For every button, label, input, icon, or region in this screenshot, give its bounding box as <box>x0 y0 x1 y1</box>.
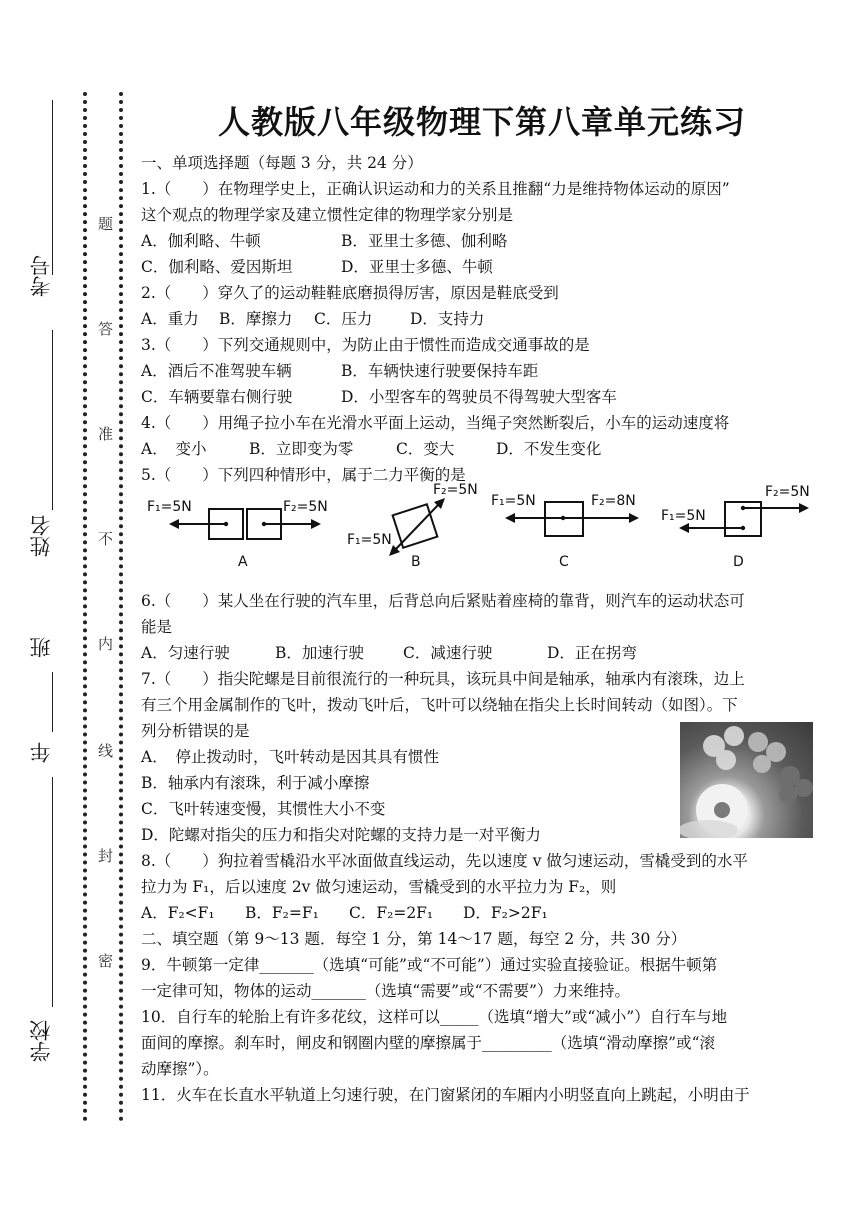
q4-option-b: B．立即变为零 <box>249 440 354 458</box>
q6-stem-line2: 能是 <box>141 618 173 636</box>
class-blank <box>52 672 53 732</box>
seal-char-7: 封 <box>98 847 114 865</box>
q6-option-d: D．正在拐弯 <box>547 644 637 662</box>
q7-option-c: C．飞叶转速变慢，其惯性大小不变 <box>141 800 386 818</box>
q1-stem-line1: 1.（ ）在物理学史上，正确认识运动和力的关系且推翻“力是维持物体运动的原因” <box>141 180 730 198</box>
diagram-b-f1: F₁=5N <box>347 532 392 548</box>
diagram-b-figure <box>347 490 497 560</box>
diagram-c <box>491 490 651 585</box>
section-heading-fill: 二、填空题（第 9～13 题．每空 1 分，第 14～17 题，每空 2 分，共 30 分） <box>141 930 687 948</box>
diagram-d-figure <box>661 490 821 560</box>
diagram-a-f1: F₁=5N <box>147 499 192 515</box>
q4-option-c: C．变大 <box>396 440 455 458</box>
fidget-spinner-photo <box>680 722 813 838</box>
q6-option-b: B．加速行驶 <box>275 644 364 662</box>
q4-stem: 4.（ ）用绳子拉小车在光滑水平面上运动，当绳子突然断裂后，小车的运动速度将 <box>141 414 730 432</box>
q8-stem-line1: 8.（ ）狗拉着雪橇沿水平冰面做直线运动，先以速度 v 做匀速运动，雪橇受到的水平 <box>141 852 748 870</box>
q9-line2: 一定律可知，物体的运动_______（选填“需要”或“不需要”）力来维持。 <box>141 982 630 1000</box>
q1-option-d: D．亚里士多德、牛顿 <box>341 258 493 276</box>
q4-options <box>141 436 823 462</box>
q1-option-c: C．伽利略、爱因斯坦 <box>141 258 293 276</box>
binding-margin <box>0 0 135 1214</box>
q7-stem-line2: 有三个用金属制作的飞叶，拨动飞叶后，飞叶可以绕轴在指尖上长时间转动（如图）。下 <box>141 696 738 714</box>
q3-option-b: B．车辆快速行驶要保持车距 <box>341 362 539 380</box>
seal-char-2: 答 <box>98 320 114 338</box>
q1-option-a: A．伽利略、牛顿 <box>141 232 261 250</box>
q6-option-a: A．匀速行驶 <box>141 644 230 662</box>
name-label: 姓名 <box>29 515 53 557</box>
q3-option-d: D．小型客车的驾驶员不得驾驶大型客车 <box>341 388 617 406</box>
q7-stem-line3: 列分析错误的是 <box>141 722 250 740</box>
name-blank <box>52 330 53 510</box>
section-heading-choice: 一、单项选择题（每题 3 分，共 24 分） <box>141 154 423 172</box>
q11-line1: 11．火车在长直水平轨道上匀速行驶，在门窗紧闭的车厢内小明竖直向上跳起，小明由于 <box>141 1086 750 1104</box>
q1-options-row1 <box>141 228 823 254</box>
q7-option-d: D．陀螺对指尖的压力和指尖对陀螺的支持力是一对平衡力 <box>141 826 541 844</box>
q5-force-diagrams <box>141 482 823 585</box>
q8-option-d: D．F₂>2F₁ <box>463 904 548 922</box>
q4-option-a: A． 变小 <box>141 440 207 458</box>
q2-option-d: D．支持力 <box>410 310 485 328</box>
q5-stem: 5.（ ）下列四种情形中，属于二力平衡的是 <box>141 466 466 484</box>
seal-char-8: 密 <box>98 952 114 970</box>
diagram-c-f1: F₁=5N <box>491 493 536 509</box>
q8-options <box>141 900 823 926</box>
seal-char-5: 内 <box>98 635 114 653</box>
seal-char-6: 线 <box>98 742 114 760</box>
diagram-b-f2: F₂=5N <box>433 482 478 498</box>
q10-line2: 面间的摩擦。刹车时，闸皮和钢圈内壁的摩擦属于_________（选填“滑动摩擦”或“滚 <box>141 1034 716 1052</box>
q7-stem-line1: 7.（ ）指尖陀螺是目前很流行的一种玩具，该玩具中间是轴承，轴承内有滚珠，边上 <box>141 670 745 688</box>
diagram-d <box>661 484 821 585</box>
q3-option-a: A．酒后不准驾驶车辆 <box>141 362 292 380</box>
q2-options <box>141 306 823 332</box>
q8-stem-line2: 拉力为 F₁，后以速度 2v 做匀速运动，雪橇受到的水平拉力为 F₂，则 <box>141 878 617 896</box>
q7-option-a: A． 停止拨动时，飞叶转动是因其具有惯性 <box>141 748 439 766</box>
diagram-a-label: A <box>238 554 248 570</box>
q1-options-row2 <box>141 254 823 280</box>
diagram-d-label: D <box>733 554 744 570</box>
seal-char-1: 题 <box>98 215 114 233</box>
page-title: 人教版八年级物理下第八章单元练习 <box>217 103 746 141</box>
q3-options-row1 <box>141 358 823 384</box>
grade-blank <box>52 777 53 1007</box>
diagram-c-label: C <box>559 554 569 570</box>
seal-char-4: 不 <box>98 530 114 548</box>
q10-line3: 动摩擦”）。 <box>141 1060 219 1078</box>
diagram-d-f2: F₂=5N <box>765 484 810 500</box>
q2-stem: 2.（ ）穿久了的运动鞋鞋底磨损得厉害，原因是鞋底受到 <box>141 284 559 302</box>
fidget-spinner-illustration <box>680 722 813 838</box>
dotted-line-inner <box>119 92 123 1122</box>
grade-label: 年 <box>29 742 53 763</box>
dotted-line-outer <box>83 92 87 1122</box>
q6-options <box>141 640 823 666</box>
q6-stem-line1: 6.（ ）某人坐在行驶的汽车里，后背总向后紧贴着座椅的靠背，则汽车的运动状态可 <box>141 592 745 610</box>
q2-option-a: A．重力 <box>141 310 199 328</box>
q6-option-c: C．减速行驶 <box>403 644 493 662</box>
q3-option-c: C．车辆要靠右侧行驶 <box>141 388 293 406</box>
exam-no-label: 考号 <box>29 255 53 297</box>
q8-option-c: C．F₂=2F₁ <box>349 904 434 922</box>
q2-option-b: B．摩擦力 <box>219 310 293 328</box>
diagram-a-f2: F₂=5N <box>283 499 328 515</box>
q3-options-row2 <box>141 384 823 410</box>
q8-option-a: A．F₂<F₁ <box>141 904 215 922</box>
seal-char-3: 准 <box>98 425 114 443</box>
class-label: 班 <box>29 637 53 658</box>
diagram-a <box>147 490 337 585</box>
exam-content <box>141 100 823 1108</box>
q8-option-b: B．F₂=F₁ <box>245 904 319 922</box>
q1-stem-line2: 这个观点的物理学家及建立惯性定律的物理学家分别是 <box>141 206 514 224</box>
q3-stem: 3.（ ）下列交通规则中，为防止由于惯性而造成交通事故的是 <box>141 336 590 354</box>
diagram-b-label: B <box>411 554 421 570</box>
q10-line1: 10．自行车的轮胎上有许多花纹，这样可以_____（选填“增大”或“减小”）自行车与地 <box>141 1008 728 1026</box>
diagram-c-f2: F₂=8N <box>591 493 636 509</box>
diagram-d-f1: F₁=5N <box>661 508 706 524</box>
q7-option-b: B．轴承内有滚珠，利于减小摩擦 <box>141 774 370 792</box>
q4-option-d: D．不发生变化 <box>496 440 602 458</box>
school-label: 学校 <box>29 1020 53 1062</box>
exam-no-blank <box>52 100 53 275</box>
q9-line1: 9．牛顿第一定律_______（选填“可能”或“不可能”）通过实验直接验证。根据牛顿第 <box>141 956 718 974</box>
q2-option-c: C．压力 <box>314 310 373 328</box>
diagram-b <box>347 482 497 585</box>
q1-option-b: B．亚里士多德、伽利略 <box>341 232 508 250</box>
